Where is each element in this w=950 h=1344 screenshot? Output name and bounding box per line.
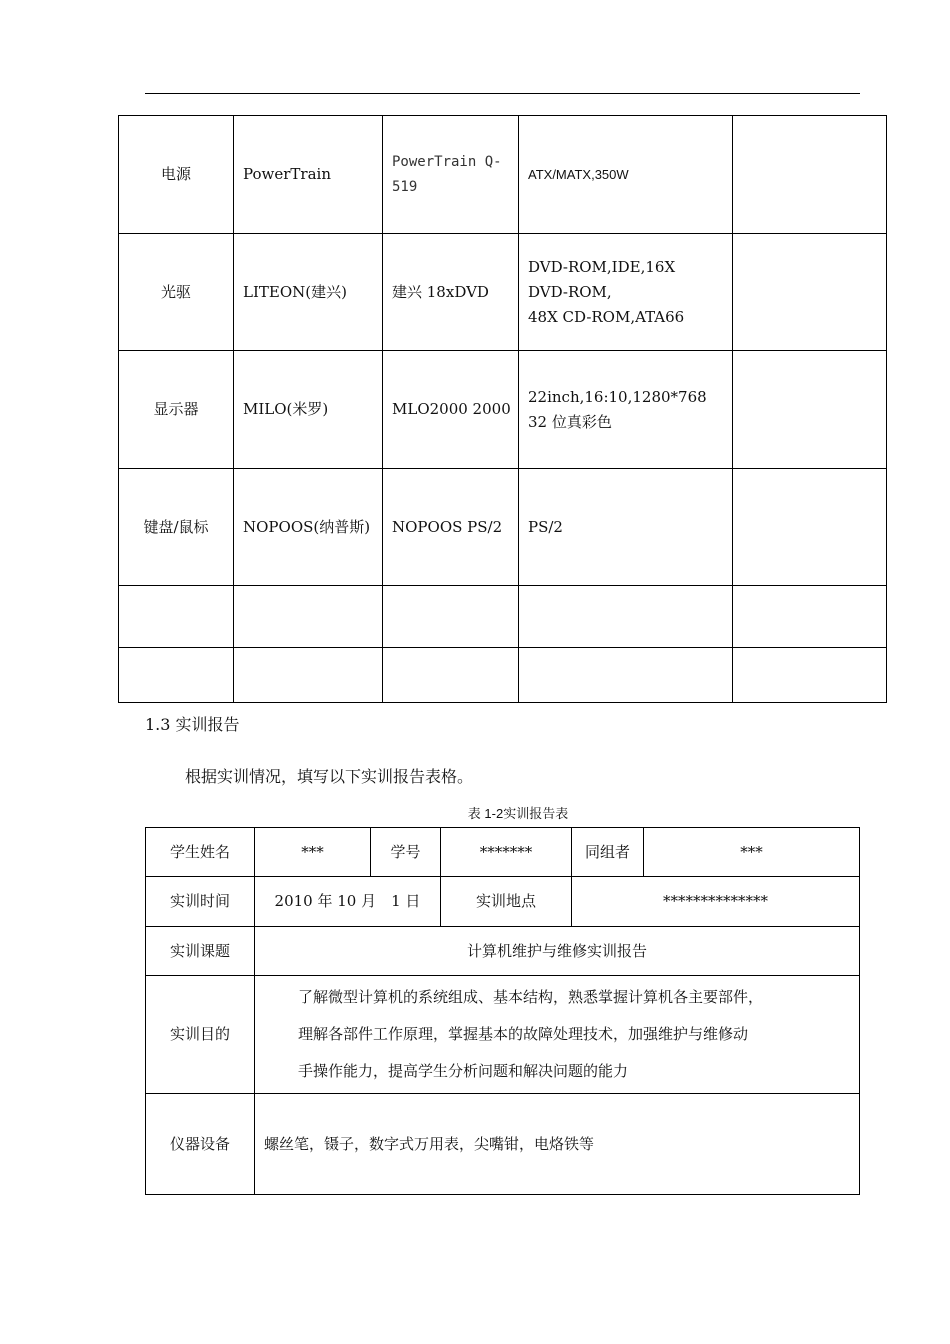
component-spec: 22inch,16:10,1280*768 32 位真彩色 bbox=[528, 387, 707, 431]
component-note bbox=[733, 116, 887, 234]
table-row bbox=[146, 828, 860, 877]
purpose-value: 了解微型计算机的系统组成、基本结构，熟悉掌握计算机各主要部件， 理解各部件工作原理，掌握基本的故障处理技术，加强维护与维修动 手操作能力，提高学生分析问题和解决问题的能力 bbox=[298, 988, 764, 1080]
table-row bbox=[119, 351, 887, 469]
header-rule bbox=[145, 93, 860, 94]
table-row bbox=[119, 469, 887, 586]
component-model: NOPOOS PS/2 bbox=[383, 469, 519, 586]
report-table bbox=[145, 827, 860, 1195]
component-note bbox=[733, 351, 887, 469]
location-value: ************** bbox=[572, 877, 860, 927]
component-model: MLO2000 2000 bbox=[383, 351, 519, 469]
component-spec: ATX/MATX,350W bbox=[528, 167, 629, 182]
table-row bbox=[119, 234, 887, 351]
component-spec: DVD-ROM,IDE,16X DVD-ROM, 48X CD-ROM,ATA66 bbox=[528, 257, 685, 326]
student-id-label: 学号 bbox=[371, 828, 441, 877]
component-name: 电源 bbox=[119, 116, 234, 234]
equipment-value: 螺丝笔，镊子，数字式万用表，尖嘴钳，电烙铁等 bbox=[255, 1094, 860, 1195]
hardware-table bbox=[118, 115, 887, 703]
intro-paragraph: 根据实训情况，填写以下实训报告表格。 bbox=[185, 767, 474, 786]
equipment-label: 仪器设备 bbox=[146, 1094, 255, 1195]
table-row bbox=[119, 116, 887, 234]
partner-value: *** bbox=[644, 828, 860, 877]
component-brand: LITEON(建兴) bbox=[234, 234, 383, 351]
component-brand: NOPOOS(纳普斯) bbox=[234, 469, 383, 586]
student-name-label: 学生姓名 bbox=[146, 828, 255, 877]
time-label: 实训时间 bbox=[146, 877, 255, 927]
table-caption: 表 1-2实训报告表 bbox=[467, 806, 569, 821]
table-row bbox=[146, 1094, 860, 1195]
purpose-label: 实训目的 bbox=[146, 976, 255, 1094]
table-row bbox=[146, 927, 860, 976]
component-note bbox=[733, 469, 887, 586]
topic-value: 计算机维护与维修实训报告 bbox=[255, 927, 860, 976]
component-model: PowerTrain Q- 519 bbox=[392, 153, 502, 195]
component-model: 建兴 18xDVD bbox=[383, 234, 519, 351]
topic-label: 实训课题 bbox=[146, 927, 255, 976]
table-row bbox=[146, 877, 860, 927]
time-value: 2010 年 10 月 1 日 bbox=[255, 877, 441, 927]
component-name: 光驱 bbox=[119, 234, 234, 351]
table-row bbox=[146, 976, 860, 1094]
student-name-value: *** bbox=[255, 828, 371, 877]
location-label: 实训地点 bbox=[441, 877, 572, 927]
component-brand: PowerTrain bbox=[234, 116, 383, 234]
section-heading: 1.3 实训报告 bbox=[145, 715, 240, 734]
component-spec: PS/2 bbox=[519, 469, 733, 586]
empty-row bbox=[119, 648, 887, 703]
partner-label: 同组者 bbox=[572, 828, 644, 877]
student-id-value: ******* bbox=[441, 828, 572, 877]
component-name: 显示器 bbox=[119, 351, 234, 469]
component-brand: MILO(米罗) bbox=[234, 351, 383, 469]
component-name: 键盘/鼠标 bbox=[119, 469, 234, 586]
component-note bbox=[733, 234, 887, 351]
empty-row bbox=[119, 586, 887, 648]
